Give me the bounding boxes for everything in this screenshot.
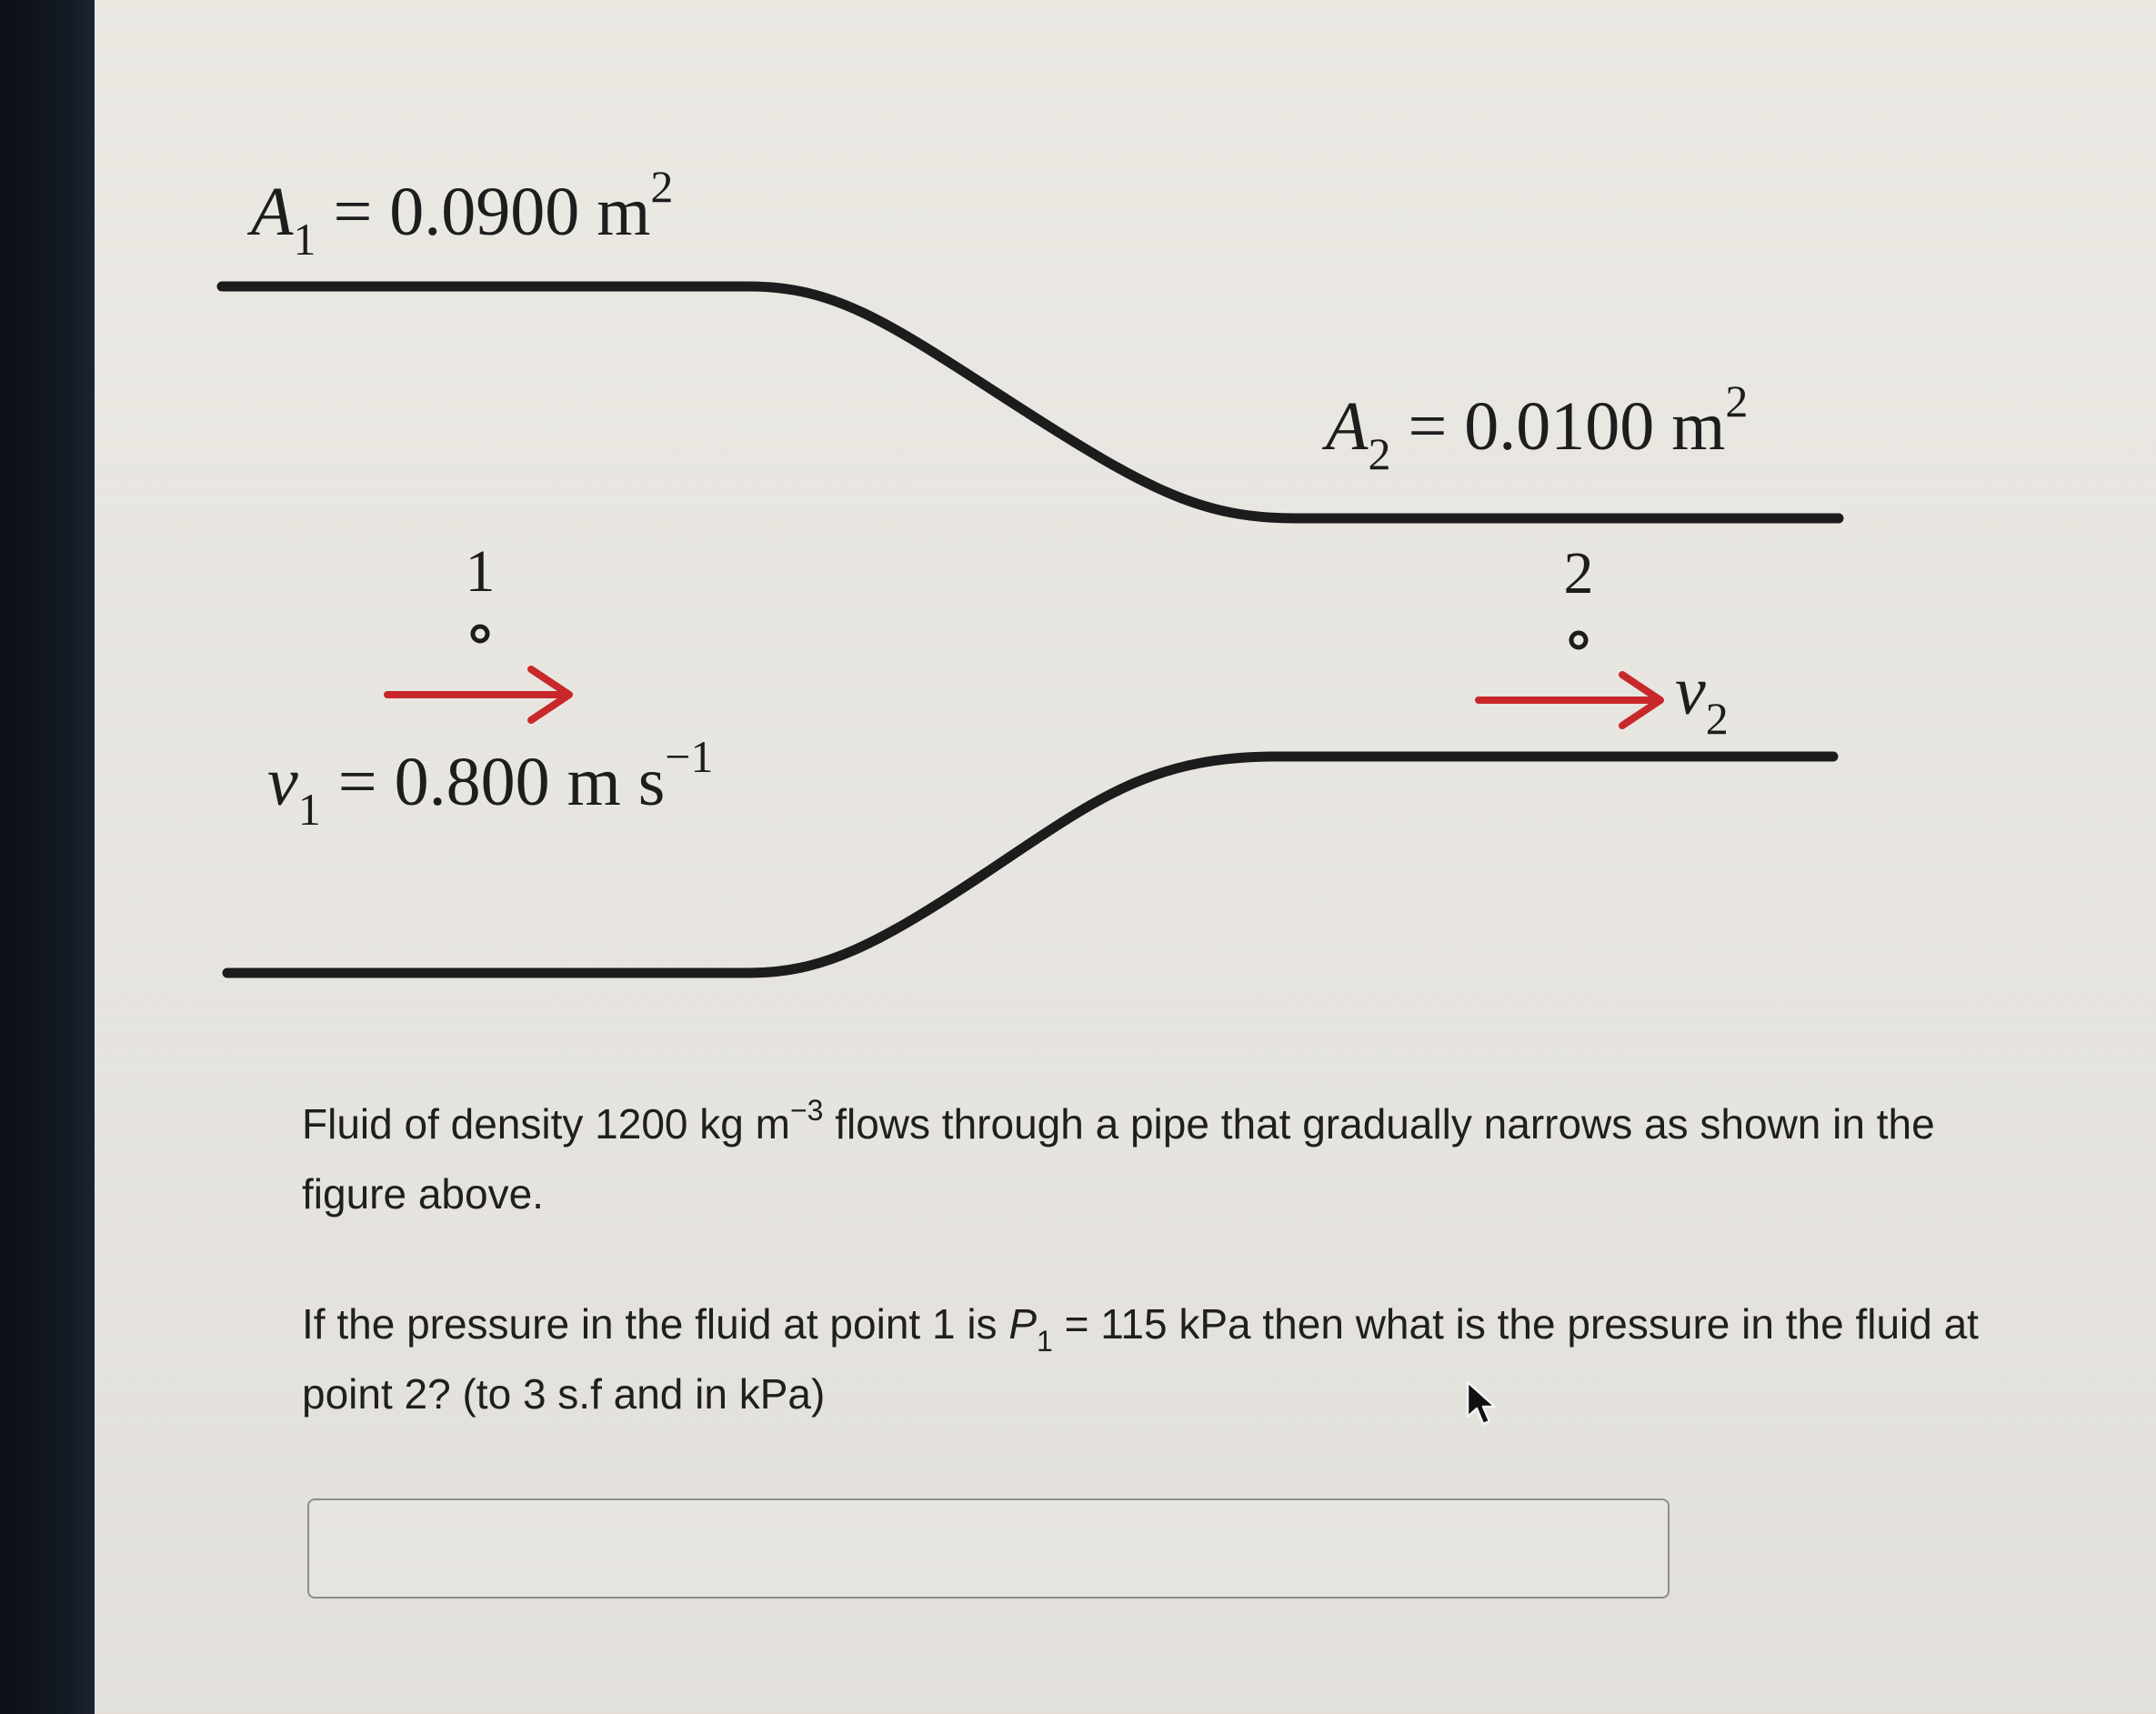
- velocity-1-arrow: [387, 669, 569, 720]
- area-1-label: $A_1 = 0.0900$ $m^2$: [251, 161, 674, 265]
- velocity-1-label: $v_1 = 0.800$ m $s^{-1}$: [267, 731, 714, 835]
- answer-input[interactable]: [307, 1498, 1670, 1599]
- pressure-subscript: 1: [1037, 1325, 1053, 1358]
- density-exponent: −3: [789, 1094, 824, 1127]
- screen-bezel: [0, 0, 95, 1714]
- question-prompt: [302, 1291, 2030, 1427]
- prompt-text-start: If the pressure in the fluid at point 1 is: [302, 1300, 1009, 1348]
- velocity-2-arrow: [1479, 675, 1660, 726]
- density-text: Fluid of density 1200 kg m: [302, 1100, 790, 1148]
- area-2-label: $A_2 = 0.0100$ $m^2$: [1326, 376, 1749, 479]
- description-text: flows through a pipe that gradually narrows as shown in the figure above.: [302, 1100, 1935, 1218]
- pressure-symbol: P: [1008, 1300, 1038, 1348]
- question-description: [302, 1091, 2030, 1227]
- mouse-cursor-icon: [1466, 1380, 1502, 1431]
- pipe-diagram: [95, 0, 2156, 1046]
- velocity-2-label: $v_2$: [1675, 653, 1729, 744]
- point-1-label: 1: [465, 538, 496, 605]
- point-2-label: 2: [1563, 540, 1594, 606]
- question-page: [95, 0, 2156, 1714]
- point-2-marker: [1571, 633, 1586, 647]
- prompt-text-end: = 115 kPa then what is the pressure in the fluid at point 2? (to 3 s.f and in kPa): [302, 1300, 1979, 1418]
- point-1-marker: [473, 626, 487, 641]
